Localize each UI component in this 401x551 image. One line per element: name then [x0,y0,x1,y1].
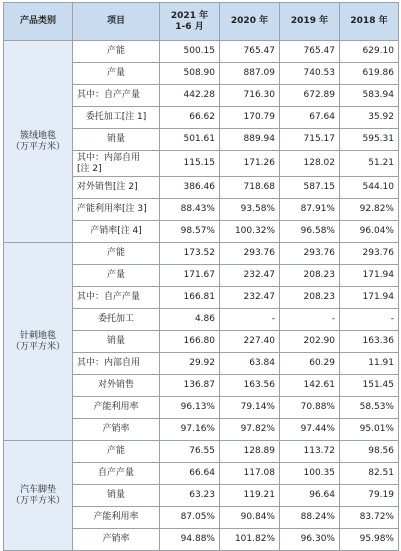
header-2018: 2018 年 [340,3,399,41]
value-cell: 90.84% [220,507,280,529]
item-cell: 销量 [73,331,160,353]
value-cell: 889.94 [220,129,280,151]
item-cell: 销量 [73,485,160,507]
value-cell: 442.28 [160,85,220,107]
value-cell: 79.19 [340,485,399,507]
value-cell: 4.86 [160,309,220,331]
value-cell: 76.55 [160,441,220,463]
value-cell: 100.32% [220,221,280,243]
table-body [4,41,399,551]
table-row [4,441,399,463]
header-2019: 2019 年 [280,3,340,41]
item-cell: 对外销售[注 2] [73,177,160,199]
value-cell: 171.26 [220,151,280,177]
value-cell: 718.68 [220,177,280,199]
item-cell: 其中：自产产量 [73,287,160,309]
item-cell: 委托加工[注 1] [73,107,160,129]
value-cell: 119.21 [220,485,280,507]
value-cell: 96.64 [280,485,340,507]
item-cell: 产能 [73,243,160,265]
table-row [4,243,399,265]
item-cell: 产销率[注 4] [73,221,160,243]
value-cell: 96.13% [160,397,220,419]
item-cell: 其中：自产产量 [73,85,160,107]
value-cell: 501.61 [160,129,220,151]
value-cell: 136.87 [160,375,220,397]
value-cell: 173.52 [160,243,220,265]
value-cell: 171.94 [340,265,399,287]
value-cell: 142.61 [280,375,340,397]
value-cell: 166.81 [160,287,220,309]
value-cell: 87.05% [160,507,220,529]
value-cell: - [220,309,280,331]
value-cell: 94.88% [160,529,220,551]
item-cell: 产能利用率[注 3] [73,199,160,221]
value-cell: 208.23 [280,287,340,309]
item-cell: 其中：内部自用 [注 2] [73,151,160,177]
value-cell: 63.84 [220,353,280,375]
item-cell: 委托加工 [73,309,160,331]
value-cell: 100.35 [280,463,340,485]
value-cell: 95.01% [340,419,399,441]
value-cell: 92.82% [340,199,399,221]
value-cell: 500.15 [160,41,220,63]
value-cell: 166.80 [160,331,220,353]
item-cell: 产能 [73,441,160,463]
value-cell: 386.46 [160,177,220,199]
value-cell: 11.91 [340,353,399,375]
item-cell: 产量 [73,63,160,85]
value-cell: 716.30 [220,85,280,107]
value-cell: 113.72 [280,441,340,463]
value-cell: 232.47 [220,287,280,309]
value-cell: 171.94 [340,287,399,309]
item-cell: 对外销售 [73,375,160,397]
value-cell: 66.62 [160,107,220,129]
header-category: 产品类别 [4,3,73,41]
value-cell: 171.67 [160,265,220,287]
value-cell: 293.76 [340,243,399,265]
value-cell: 765.47 [220,41,280,63]
value-cell: 96.58% [280,221,340,243]
value-cell: 208.23 [280,265,340,287]
value-cell: 151.45 [340,375,399,397]
value-cell: - [340,309,399,331]
value-cell: 63.23 [160,485,220,507]
value-cell: 88.43% [160,199,220,221]
value-cell: 128.89 [220,441,280,463]
value-cell: 95.98% [340,529,399,551]
value-cell: 887.09 [220,63,280,85]
value-cell: 88.24% [280,507,340,529]
value-cell: 163.56 [220,375,280,397]
value-cell: 96.04% [340,221,399,243]
value-cell: 170.79 [220,107,280,129]
value-cell: 93.58% [220,199,280,221]
value-cell: 293.76 [220,243,280,265]
value-cell: 128.02 [280,151,340,177]
value-cell: 765.47 [280,41,340,63]
value-cell: 293.76 [280,243,340,265]
value-cell: 96.30% [280,529,340,551]
value-cell: 79.14% [220,397,280,419]
item-cell: 产量 [73,265,160,287]
value-cell: 740.53 [280,63,340,85]
value-cell: 97.82% [220,419,280,441]
value-cell: 232.47 [220,265,280,287]
category-cell: 簇绒地毯 （万平方米） [4,41,73,243]
item-cell: 产能利用率 [73,397,160,419]
value-cell: 115.15 [160,151,220,177]
value-cell: 60.29 [280,353,340,375]
value-cell: 98.57% [160,221,220,243]
category-cell: 针刺地毯 （万平方米） [4,243,73,441]
value-cell: 583.94 [340,85,399,107]
value-cell: 51.21 [340,151,399,177]
value-cell: 83.72% [340,507,399,529]
value-cell: 97.16% [160,419,220,441]
value-cell: 715.17 [280,129,340,151]
value-cell: 595.31 [340,129,399,151]
item-cell: 自产产量 [73,463,160,485]
item-cell: 产销率 [73,419,160,441]
value-cell: 117.08 [220,463,280,485]
value-cell: 87.91% [280,199,340,221]
value-cell: 29.92 [160,353,220,375]
item-cell: 产能 [73,41,160,63]
item-cell: 产销率 [73,529,160,551]
header-2021h1: 2021 年 1-6 月 [160,3,220,41]
value-cell: 98.56 [340,441,399,463]
item-cell: 销量 [73,129,160,151]
value-cell: 619.86 [340,63,399,85]
value-cell: 66.64 [160,463,220,485]
value-cell: - [280,309,340,331]
value-cell: 163.36 [340,331,399,353]
header-row [4,3,399,41]
value-cell: 35.92 [340,107,399,129]
value-cell: 508.90 [160,63,220,85]
value-cell: 587.15 [280,177,340,199]
header-item: 项目 [73,3,160,41]
header-2020: 2020 年 [220,3,280,41]
item-cell: 其中：内部自用 [73,353,160,375]
item-cell: 产能利用率 [73,507,160,529]
value-cell: 227.40 [220,331,280,353]
value-cell: 544.10 [340,177,399,199]
value-cell: 58.53% [340,397,399,419]
category-cell: 汽车脚垫 （万平方米） [4,441,73,551]
value-cell: 672.89 [280,85,340,107]
value-cell: 97.44% [280,419,340,441]
value-cell: 70.88% [280,397,340,419]
value-cell: 101.82% [220,529,280,551]
value-cell: 67.64 [280,107,340,129]
value-cell: 629.10 [340,41,399,63]
production-table [3,2,399,551]
value-cell: 202.90 [280,331,340,353]
table-row [4,41,399,63]
value-cell: 82.51 [340,463,399,485]
